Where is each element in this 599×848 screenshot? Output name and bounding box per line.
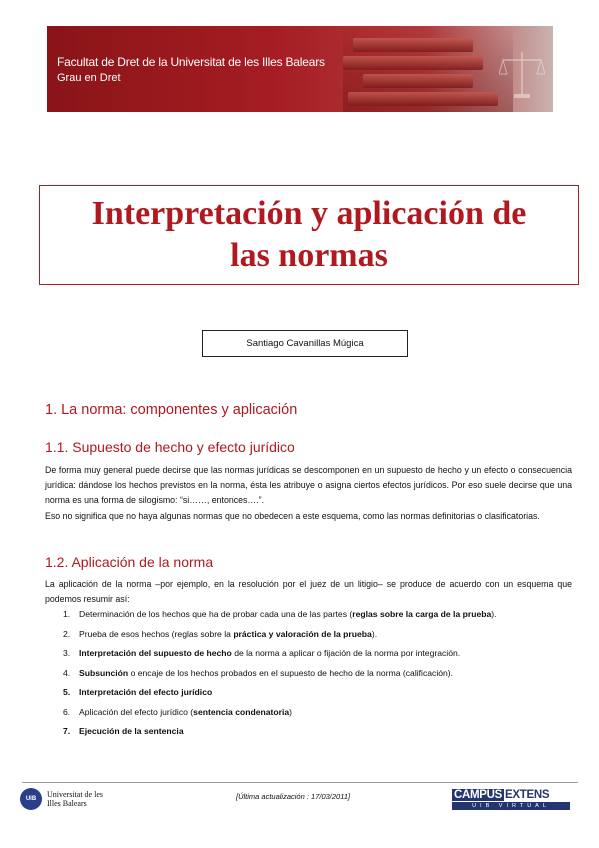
list-item [45,644,572,664]
campus-logo-text-a: CAMPUS [454,789,503,801]
university-name-line-1: Universitat de les [47,790,103,799]
header-banner [47,26,553,112]
uib-logo [20,786,130,814]
list-item-text: Aplicación del efecto jurídico ( [79,706,194,717]
list-item [45,703,572,723]
list-item-bold: reglas sobre la carga de la prueba [352,609,492,619]
title-box [39,185,579,285]
section-1-2-paragraph-1: La aplicación de la norma –por ejemplo, en la resolución por el juez de un litigio– se produce de acuerdo con un esquema que podemos resumir así: [45,579,572,604]
list-item [45,683,572,703]
list-item [45,625,572,645]
section-1-1-paragraph-2: Eso no significa que no haya algunas normas que no obedecen a este esquema, como las normas definitorias o clasificatorias. [45,511,540,521]
uib-seal-icon: UIB [20,788,42,810]
list-item-number: 1. [63,609,71,619]
university-name [47,790,103,808]
last-update: [Última actualización : 17/03/2011] [236,792,351,801]
list-item [45,664,572,684]
list-item-text: o encaje de los hechos probados en el supuesto de hecho de la norma (calificación). [128,667,454,678]
list-item-number: 2. [63,628,71,639]
faculty-name: Facultat de Dret de la Universitat de les Illes Balears [57,55,325,69]
list-item-bold: Interpretación del supuesto de hecho [79,648,232,658]
section-1-heading: 1. La norma: componentes y aplicación [45,402,298,418]
campus-extens-logo [452,789,570,813]
section-1-2-heading: 1.2. Aplicación de la norma [45,554,214,570]
list-item-number: 3. [63,648,71,658]
campus-logo-text-b: EXTENS [505,789,550,801]
list-item-text: ) [289,706,293,717]
title-line-1: Interpretación y aplicación de [91,195,527,232]
list-item-text: ). [491,609,497,619]
university-name-line-2: Illes Balears [47,799,87,808]
section-1-1-paragraph-1: De forma muy general puede decirse que las normas jurídicas se descomponen en un supuesto de hecho y un efecto o consecuencia jurídica: dándose los hechos previstos en la norma, ésta les atribuye o asigna ciertos efectos jurídicos. Por eso suele decirse que una norma es una forma de silogismo: “si……, entonces….”. [45,465,572,505]
section-1-1-heading: 1.1. Supuesto de hecho y efecto jurídico [45,439,295,455]
title-line-2: las normas [230,237,388,274]
books-image [343,26,513,112]
list-item-number: 6. [63,706,71,717]
list-item-text: Determinación de los hechos que ha de probar cada una de las partes ( [79,609,353,619]
author-name: Santiago Cavanillas Múgica [246,338,364,349]
program-name: Grau en Dret [57,72,121,84]
application-steps-list [45,605,572,742]
list-item-number: 4. [63,667,71,678]
page-title [92,193,527,277]
list-item-bold: Ejecución de la sentencia [79,726,184,736]
list-item-text: Prueba de esos hechos (reglas sobre la [79,628,234,639]
list-item-text: ). [371,628,378,639]
list-item [45,722,572,742]
footer-divider [22,782,578,783]
author-box [202,330,408,357]
list-item-bold: Interpretación del efecto jurídico [79,687,213,697]
scales-of-justice-icon [499,50,545,100]
list-item-bold: Subsunción [79,667,129,678]
list-item-bold: práctica y valoración de la prueba [233,628,372,639]
list-item-number: 5. [63,687,71,697]
list-item [45,605,572,625]
list-item-bold: sentencia condenatoria [193,706,290,717]
list-item-text: de la norma a aplicar o fijación de la norma por integración. [231,648,461,658]
campus-logo-subtitle: UIB VIRTUAL [452,802,570,810]
list-item-number: 7. [63,726,71,736]
